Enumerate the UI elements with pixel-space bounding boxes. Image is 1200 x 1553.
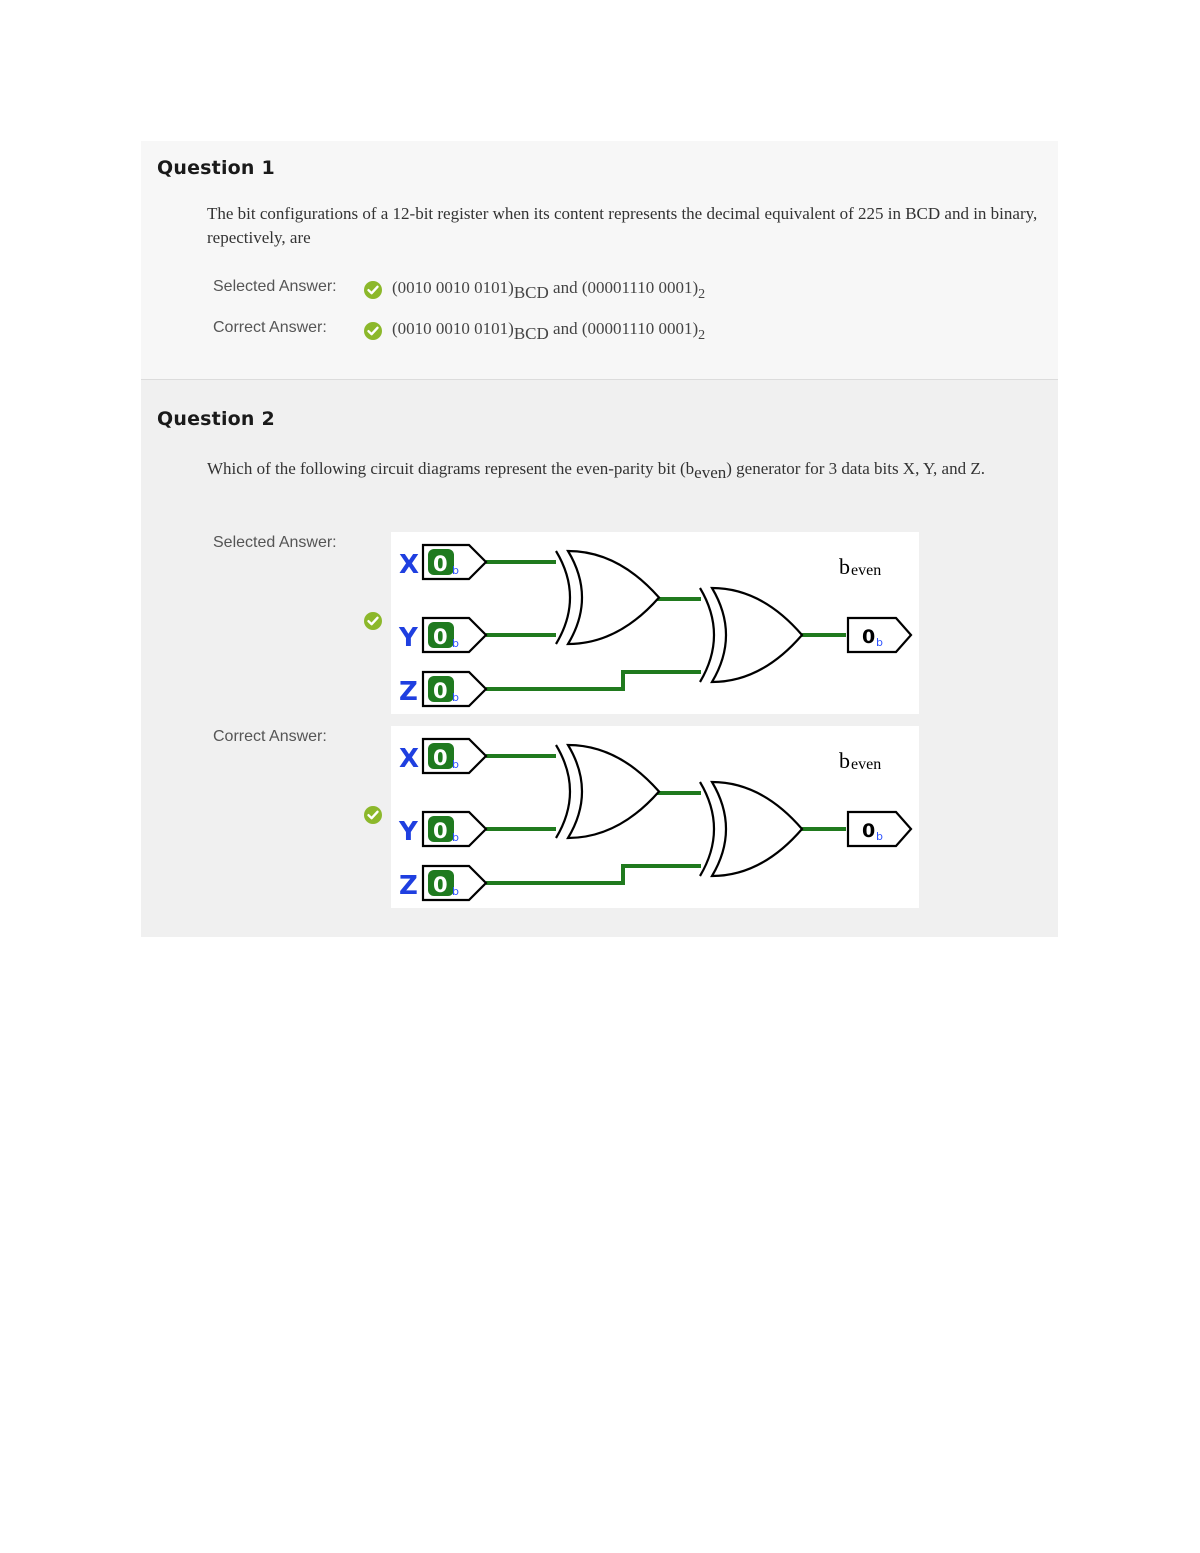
input-value: 0 xyxy=(433,819,448,843)
input-value-sub: b xyxy=(452,691,459,704)
input-value: 0 xyxy=(433,679,448,703)
input-label: Z xyxy=(399,871,418,901)
xor-gate-1 xyxy=(556,551,659,644)
wire-z xyxy=(486,672,701,689)
input-value-sub: b xyxy=(452,831,459,844)
correct-circuit-diagram xyxy=(391,726,919,908)
input-value: 0 xyxy=(433,625,448,649)
input-pin-z xyxy=(399,672,486,707)
input-label: Y xyxy=(399,623,418,653)
output-label-sub: even xyxy=(851,756,882,773)
input-label: Z xyxy=(399,677,418,707)
input-value-sub: b xyxy=(452,885,459,898)
input-label: Y xyxy=(399,817,418,847)
input-value: 0 xyxy=(433,552,448,576)
check-circle-icon xyxy=(364,612,382,630)
selected-answer-label: Selected Answer: xyxy=(213,534,337,551)
xor-gate-2 xyxy=(700,588,802,682)
input-pin-z xyxy=(399,866,486,901)
check-circle-icon xyxy=(364,281,382,299)
selected-answer-label: Selected Answer: xyxy=(213,278,337,295)
output-pin xyxy=(848,618,911,652)
input-pin-y xyxy=(398,812,486,847)
selected-answer-value: (0010 0010 $0101)_{BCD}$ and (00001110 $0001)_2$ xyxy=(392,278,706,302)
question-2-text: Which of the following circuit diagrams represent the even-parity bit $(b_{even})$ generator for 3 data bits X, Y, and Z. xyxy=(207,459,985,482)
xor-gate-2 xyxy=(700,782,802,876)
question-2-panel xyxy=(141,379,1058,937)
input-label: X xyxy=(399,744,420,774)
input-value-sub: b xyxy=(452,564,459,577)
output-label: b xyxy=(839,554,850,579)
question-1-title: Question 1 xyxy=(157,157,275,179)
output-value-sub: b xyxy=(876,636,883,649)
correct-answer-label: Correct Answer: xyxy=(213,319,327,336)
input-value: 0 xyxy=(433,873,448,897)
input-pin-x xyxy=(399,545,486,580)
check-circle-icon xyxy=(364,322,382,340)
input-pin-x xyxy=(399,739,486,774)
input-value-sub: b xyxy=(452,758,459,771)
output-value-sub: b xyxy=(876,830,883,843)
question-2-title: Question 2 xyxy=(157,408,275,430)
output-label: b xyxy=(839,748,850,773)
output-value: 0 xyxy=(862,820,876,842)
question-1-text: The bit configurations of a 12-bit register when its content represents the decimal equivalent of 225 in BCD and in binary, repectively, are xyxy=(207,204,1038,247)
output-label-sub: even xyxy=(851,562,882,579)
check-circle-icon xyxy=(364,806,382,824)
input-label: X xyxy=(399,550,420,580)
selected-circuit-diagram xyxy=(391,532,919,714)
circuit-svg xyxy=(391,532,919,714)
circuit-svg xyxy=(391,726,919,908)
xor-gate-1 xyxy=(556,745,659,838)
wire-z xyxy=(486,866,701,883)
input-value: 0 xyxy=(433,746,448,770)
input-pin-y xyxy=(398,618,486,653)
input-value-sub: b xyxy=(452,637,459,650)
question-1-panel xyxy=(141,141,1058,379)
correct-answer-value: (0010 0010 $0101)_{BCD}$ and (00001110 $0001)_2$ xyxy=(392,319,706,343)
output-value: 0 xyxy=(862,626,876,648)
output-pin xyxy=(848,812,911,846)
correct-answer-label: Correct Answer: xyxy=(213,728,327,745)
